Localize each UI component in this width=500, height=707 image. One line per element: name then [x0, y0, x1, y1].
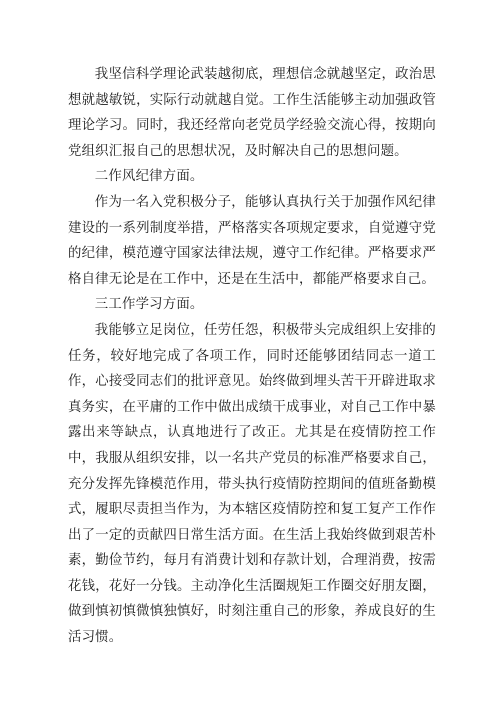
- section-heading-work-study: 三工作学习方面。: [94, 297, 204, 313]
- paragraph-work-study: 我能够立足岗位，任劳任怨，积极带头完成组织上安排的任务，较好地完成了各项工作，同时还能够团结同志一道工作，心接受同志们的批评意见。始终做到埋头苦干开辟进取求真务实，在平庸的工作中做出成绩干成事业，对自己工作中暴露出来等缺点，认真地进行了改正。尤其是在疫情防控工作中，我服从组织安排，以一名共产党员的标准严格要求自己，充分发挥先锋模范作用，带头执行疫情防控期间的值班备勤模式，履职尽责担当作为，为本辖区疫情防控和复工复产工作作出了一定的贡献四日常生活方面。在生活上我始终做到艰苦朴素，勤俭节约，每月有消费计划和存款计划，合理消费，按需花钱，花好一分钱。主动净化生活圈规矩工作圈交好朋友圈，做到慎初慎微慎独慎好，时刻注重自己的形象，养成良好的生活习惯。: [68, 322, 436, 646]
- paragraph-theory-study: 我坚信科学理论武装越彻底，理想信念就越坚定，政治思想就越敏锐，实际行动就越自觉。工作生活能够主动加强政管理论学习。同时，我还经常向老党员学经验交流心得，按期向党组织汇报自己的思想状况，及时解决自己的思想问题。: [68, 67, 436, 159]
- paragraph-discipline: 作为一名入党积极分子，能够认真执行关于加强作风纪律建设的一系列制度举措，严格落实各项规定要求，自觉遵守党的纪律，模范遵守国家法律法规，遵守工作纪律。严格要求严格自律无论是在工作中，还是在生活中，都能严格要求自己。: [68, 194, 436, 287]
- document-page: [68, 62, 436, 651]
- section-heading-discipline: 二作风纪律方面。: [94, 169, 204, 185]
